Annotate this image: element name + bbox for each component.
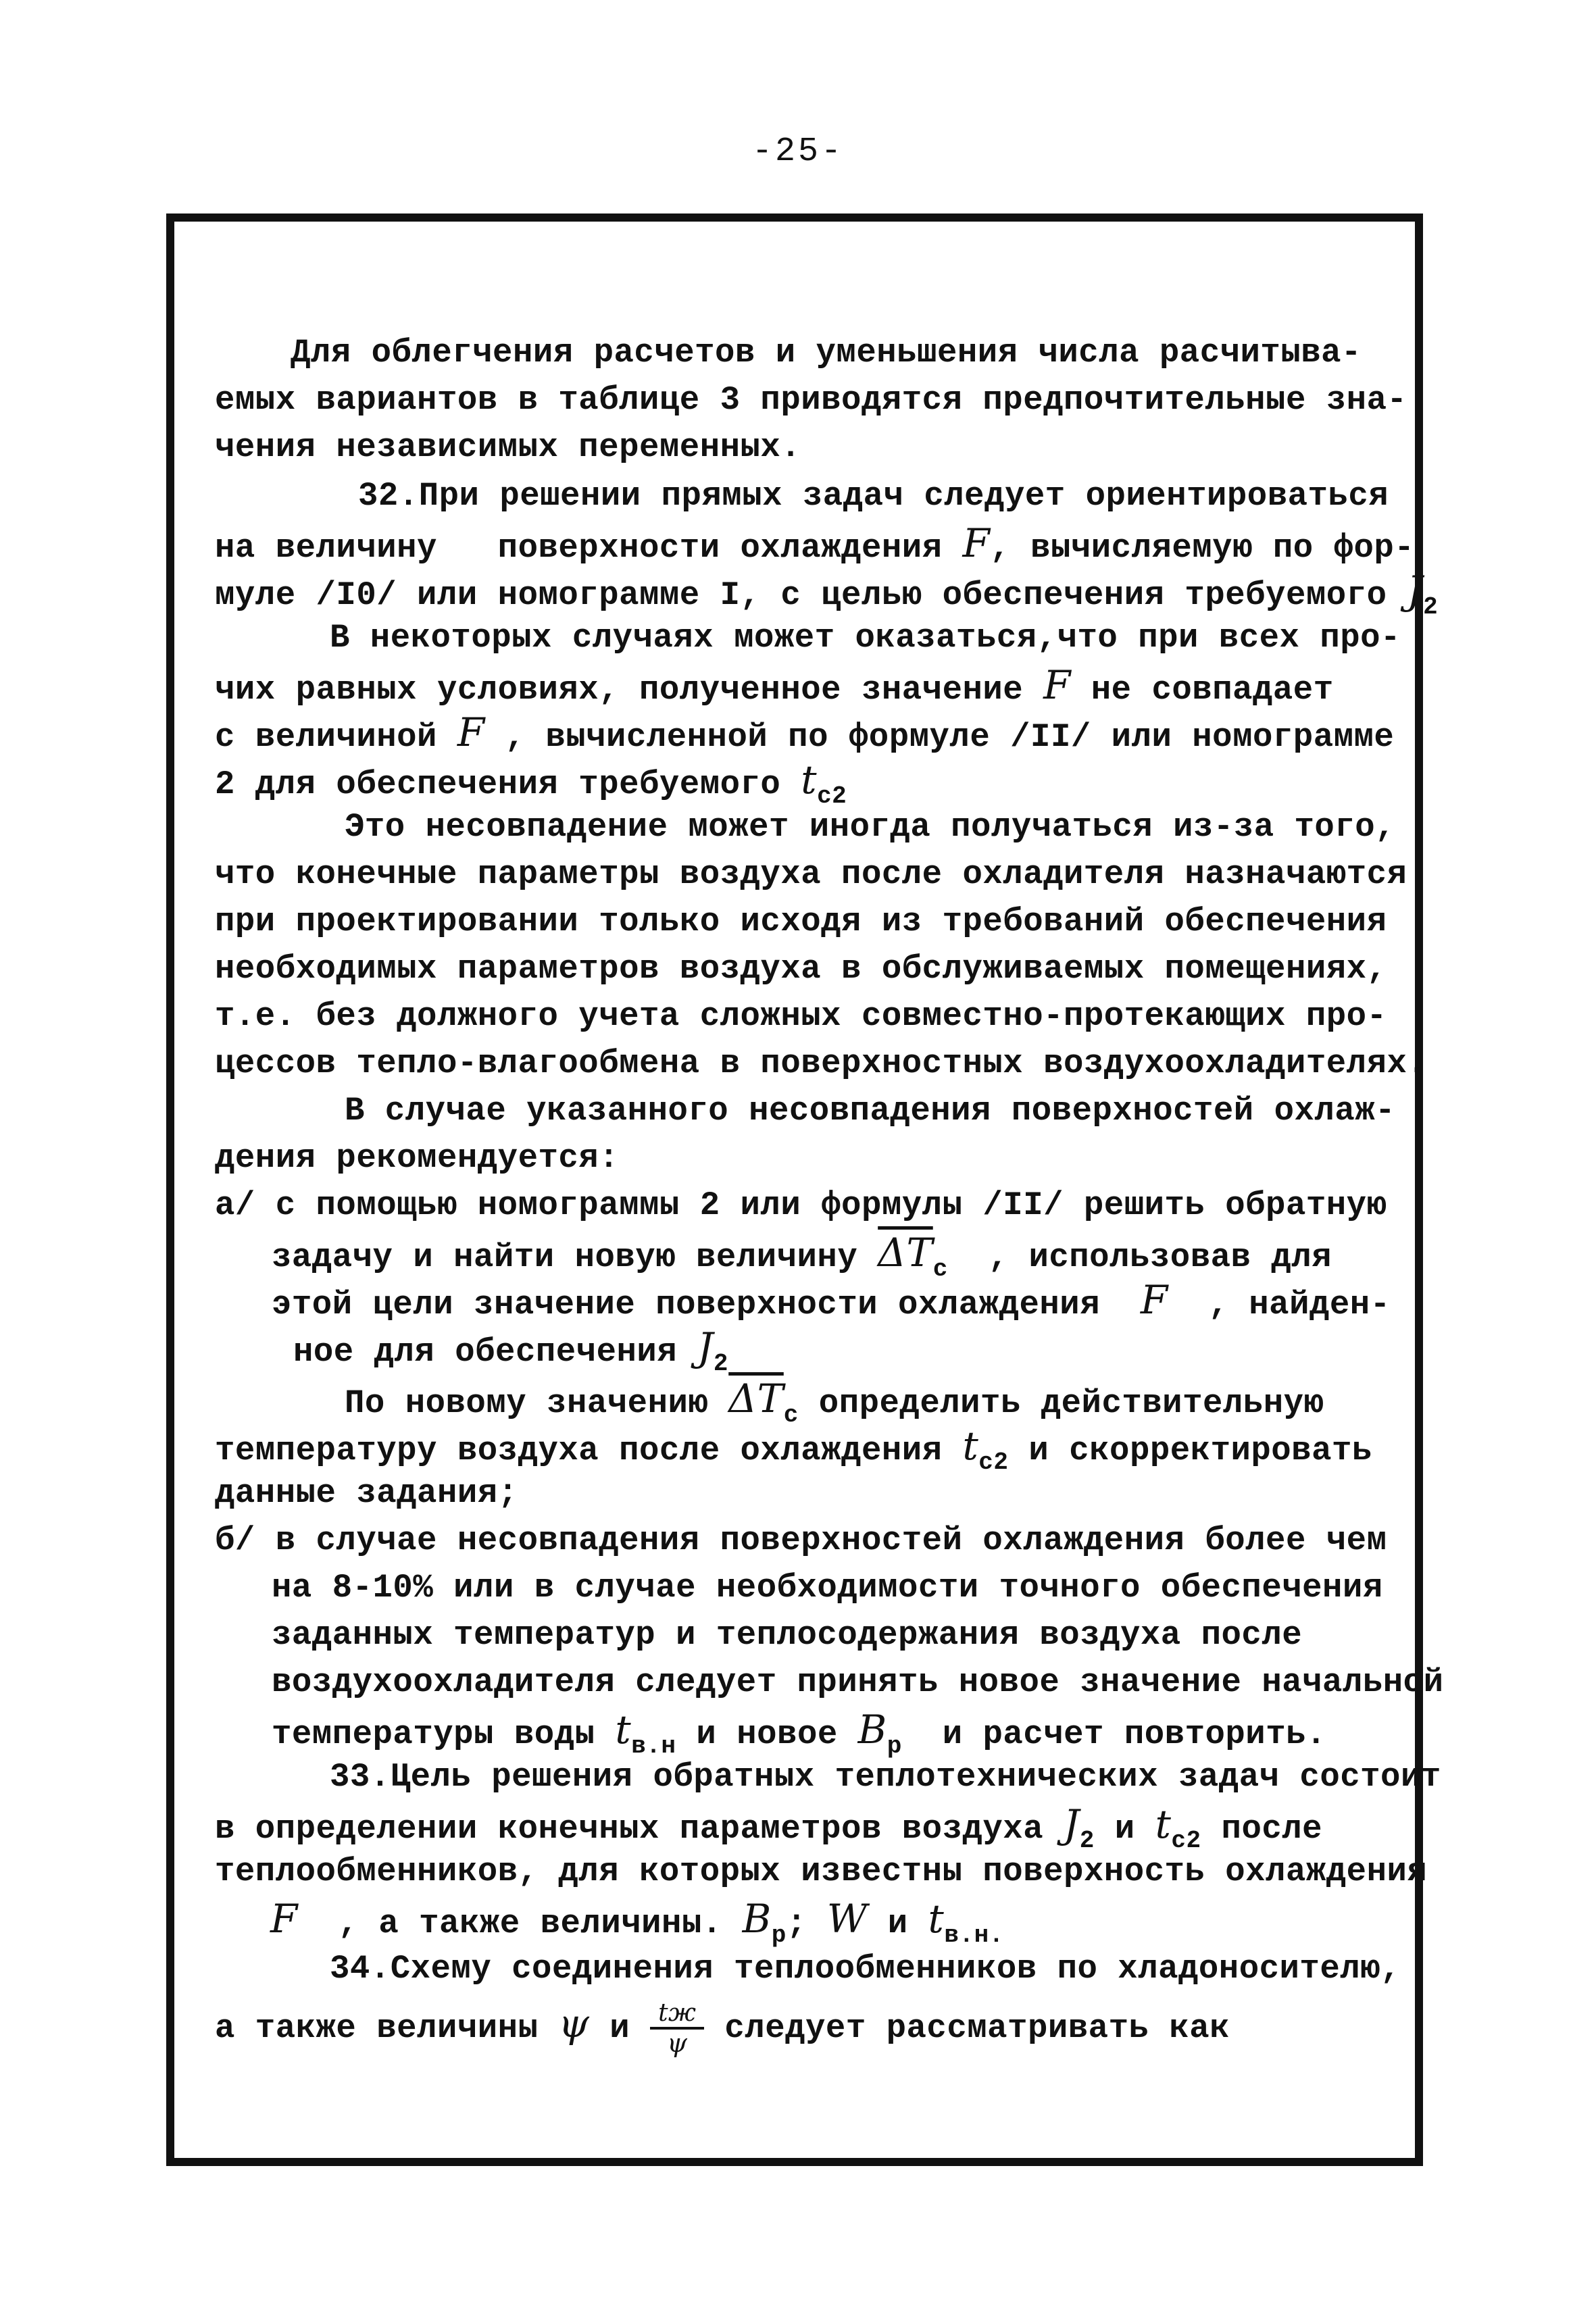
text-line: в определении конечных параметров воздуха $J_2$ и $t_{c2}$ после	[215, 1801, 1323, 1855]
text-line: дения рекомендуется:	[215, 1139, 620, 1177]
text-line: данные задания;	[215, 1474, 518, 1512]
symbol-J2: J	[697, 1324, 714, 1370]
text-line: Это несовпадение может иногда получаться из-за того,	[345, 808, 1396, 846]
text-line: F , а также величины. $B_p$; W и $t_{в.н.}$	[270, 1896, 1004, 1949]
symbol-delta-tc: $\overline{\Delta T}$	[728, 1376, 784, 1422]
text-line: а также величины ψ и $\frac{tж}{\psi}$ следует рассматривать как	[215, 1999, 1230, 2058]
symbol-J2: J	[1064, 1801, 1080, 1847]
symbol-t-vn: t	[615, 1707, 632, 1753]
text-line: на величину поверхности охлаждения F, вычисляемую по фор-	[215, 520, 1415, 567]
symbol-F: F	[1043, 662, 1071, 708]
text-line: на 8-10% или в случае необходимости точного обеспечения	[272, 1569, 1383, 1607]
text-line: этой цели значение поверхности охлаждения F , найден-	[272, 1277, 1391, 1324]
text-line: ное для обеспечения $J_2$	[293, 1324, 728, 1378]
text-line: 32.При решении прямых задач следует ориентироваться	[358, 477, 1389, 515]
fraction-tzh-over-psi: $\frac{tж}{\psi}$	[650, 2000, 704, 2057]
list-item-b: б/ в случае несовпадения поверхностей охлаждения более чем	[215, 1521, 1387, 1559]
text-line: По новому значению $\overline{\Delta T}_c$ определить действительную	[345, 1376, 1324, 1429]
page-number: -25-	[751, 132, 845, 171]
text-line: Для облегчения расчетов и уменьшения числа расчитыва-	[291, 334, 1362, 372]
text-line: В некоторых случаях может оказаться,что при всех про-	[330, 619, 1401, 657]
text-line: чения независимых переменных.	[215, 428, 801, 466]
symbol-t-vn: t	[928, 1896, 945, 1942]
symbol-tc2: t	[962, 1423, 979, 1469]
text-line: с величиной F , вычисленной по формуле /II/ или номограмме	[215, 709, 1395, 756]
text-line: т.е. без должного учета сложных совместно-протекающих про-	[215, 997, 1387, 1035]
symbol-Bp: B	[742, 1896, 772, 1942]
symbol-W: W	[826, 1896, 868, 1942]
list-item-a: а/ с помощью номограммы 2 или формулы /II/ решить обратную	[215, 1186, 1387, 1224]
text-line: при проектировании только исходя из требований обеспечения	[215, 903, 1387, 940]
text-line: 2 для обеспечения требуемого $t_{c2}$	[215, 757, 847, 810]
symbol-delta-tc: $\overline{\Delta T}$	[878, 1230, 933, 1276]
text-line: воздухоохладителя следует принять новое значение начальной	[272, 1663, 1444, 1701]
symbol-psi: ψ	[558, 2000, 590, 2046]
symbol-F: F	[270, 1896, 298, 1942]
symbol-tc2: t	[1155, 1801, 1172, 1847]
text-line: теплообменников, для которых известны поверхность охлаждения	[215, 1853, 1428, 1890]
symbol-tc2: t	[801, 757, 818, 803]
text-line: цессов тепло-влагообмена в поверхностных воздухоохладителях.	[215, 1045, 1428, 1082]
text-line: что конечные параметры воздуха после охладителя назначаются	[215, 855, 1407, 893]
symbol-F: F	[1140, 1277, 1168, 1323]
text-line: чих равных условиях, полученное значение F не совпадает	[215, 662, 1334, 709]
text-line: температуру воздуха после охлаждения $t_{c2}$ и скорректировать	[215, 1423, 1372, 1476]
symbol-F: F	[962, 520, 991, 566]
symbol-Bp: B	[857, 1707, 887, 1753]
text-line: температуры воды $t_{в.н}$ и новое $B_p$ и расчет повторить.	[272, 1707, 1326, 1760]
text-line: 33.Цель решения обратных теплотехнических задач состоит	[330, 1758, 1441, 1796]
text-line: необходимых параметров воздуха в обслуживаемых помещениях,	[215, 950, 1387, 988]
text-line: задачу и найти новую величину $\overline{\Delta T}_c$ , использовав для	[272, 1230, 1332, 1283]
text-line: емых вариантов в таблице 3 приводятся предпочтительные зна-	[215, 381, 1407, 419]
text-line: муле /I0/ или номограмме I, с целью обеспечения требуемого $J_2$	[215, 568, 1439, 621]
text-line: 34.Схему соединения теплообменников по хладоносителю,	[330, 1950, 1401, 1988]
text-line: заданных температур и теплосодержания воздуха после	[272, 1616, 1303, 1654]
text-line: В случае указанного несовпадения поверхностей охлаж-	[345, 1092, 1396, 1130]
symbol-F: F	[457, 709, 485, 755]
symbol-J2: J	[1407, 568, 1424, 613]
